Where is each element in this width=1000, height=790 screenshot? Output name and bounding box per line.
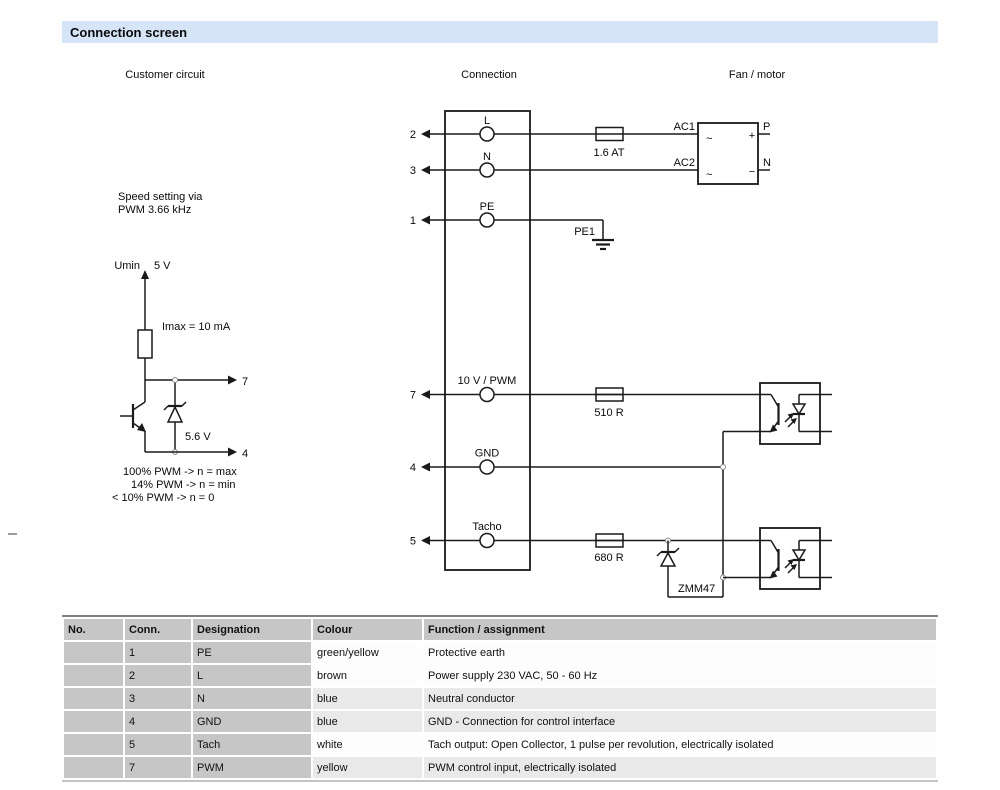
speed-note-line2: PWM 3.66 kHz <box>118 204 192 216</box>
column-header-connection: Connection <box>461 69 517 81</box>
header-function: Function / assignment <box>424 619 936 640</box>
terminal-Tacho-pin: 5 <box>409 535 416 548</box>
5v-label: 5 V <box>154 260 171 272</box>
cell-conn: 7 <box>125 757 191 778</box>
cell-conn: 4 <box>125 711 191 732</box>
cell-function: Power supply 230 VAC, 50 - 60 Hz <box>424 665 936 686</box>
ac2-label: AC2 <box>673 157 695 169</box>
fan-minus: − <box>748 166 756 178</box>
connection-box <box>445 111 530 570</box>
imax-label: Imax = 10 mA <box>162 321 231 333</box>
speed-note-line1: Speed setting via <box>118 191 203 203</box>
cell-no <box>64 757 123 778</box>
customer-circuit-section <box>112 191 248 504</box>
column-header-fan-motor: Fan / motor <box>728 69 786 81</box>
cell-colour: blue <box>313 711 422 732</box>
fan-p-label: P <box>763 121 771 133</box>
terminal-GND <box>410 448 723 475</box>
cell-function: GND - Connection for control interface <box>424 711 936 732</box>
umin-label: Umin <box>114 260 140 272</box>
cell-function: PWM control input, electrically isolated <box>424 757 936 778</box>
terminal-PE-pin: 1 <box>409 215 416 227</box>
cell-colour: blue <box>313 688 422 709</box>
gnd-bus <box>721 432 761 581</box>
table-row <box>64 734 936 755</box>
pin-assignment-table <box>62 615 938 782</box>
cell-designation: GND <box>193 711 311 732</box>
resistor-imax <box>138 330 152 358</box>
cell-no <box>64 711 123 732</box>
customer-pin4-label: 4 <box>242 448 249 460</box>
table-row <box>64 688 936 709</box>
fan-motor-box <box>698 121 771 184</box>
zener-5v6 <box>164 378 186 455</box>
terminal-Tacho <box>410 521 760 548</box>
terminal-PWM <box>410 375 760 402</box>
header-conn: Conn. <box>125 619 191 640</box>
terminal-N <box>410 151 698 177</box>
cell-colour: green/yellow <box>313 642 422 663</box>
terminal-PE <box>410 201 603 227</box>
pwm-rule-2: 14% PWM -> n = min <box>131 479 236 491</box>
zener-zmm47 <box>657 538 723 597</box>
header-colour: Colour <box>313 619 422 640</box>
cell-colour: brown <box>313 665 422 686</box>
fan-tilde-bottom: ~ <box>706 169 713 181</box>
pwm-rule-1: 100% PWM -> n = max <box>123 466 237 478</box>
customer-pin7-line <box>145 376 248 389</box>
terminal-N-pin: 3 <box>409 165 416 177</box>
fan-plus: + <box>748 130 756 142</box>
r510-label: 510 R <box>594 407 624 419</box>
ac1-label: AC1 <box>673 121 695 133</box>
terminal-N-name: N <box>483 151 491 163</box>
cell-designation: PWM <box>193 757 311 778</box>
cell-no <box>64 642 123 663</box>
terminal-PWM-name: 10 V / PWM <box>457 375 517 387</box>
cell-conn: 2 <box>125 665 191 686</box>
table-row <box>64 757 936 778</box>
table-row <box>64 711 936 732</box>
cell-designation: L <box>193 665 311 686</box>
terminal-L <box>410 115 698 141</box>
cell-colour: white <box>313 734 422 755</box>
header-designation: Designation <box>193 619 311 640</box>
terminal-GND-name: GND <box>474 447 500 460</box>
ground-symbol <box>592 220 614 249</box>
fuse <box>594 128 625 160</box>
pwm-rule-3: < 10% PWM -> n = 0 <box>112 492 215 504</box>
cell-conn: 5 <box>125 734 191 755</box>
header-no: No. <box>64 619 123 640</box>
customer-pin7-label: 7 <box>242 376 249 388</box>
cell-colour: yellow <box>313 757 422 778</box>
terminal-L-name: L <box>483 115 491 127</box>
customer-transistor <box>120 402 146 452</box>
resistor-510r <box>594 388 623 419</box>
terminal-L-pin: 2 <box>409 129 416 141</box>
cell-conn: 3 <box>125 688 191 709</box>
cell-no <box>64 734 123 755</box>
cell-no <box>64 688 123 709</box>
optocoupler-2 <box>760 528 832 589</box>
terminal-Tacho-name: Tacho <box>472 521 502 533</box>
cell-designation: PE <box>193 642 311 663</box>
zener-voltage-label: 5.6 V <box>185 431 211 443</box>
cell-function: Protective earth <box>424 642 936 663</box>
r680-label: 680 R <box>594 552 624 564</box>
fan-n-label: N <box>763 157 771 169</box>
optocoupler-1 <box>760 383 832 444</box>
cell-function: Tach output: Open Collector, 1 pulse per revolution, electrically isolated <box>424 734 936 755</box>
page-title: Connection screen <box>70 24 188 40</box>
table-row <box>64 665 936 686</box>
column-header-customer-circuit: Customer circuit <box>125 69 205 81</box>
cell-designation: N <box>193 688 311 709</box>
fan-tilde-top: ~ <box>706 133 713 145</box>
fuse-label: 1.6 AT <box>593 147 625 159</box>
terminal-PE-name: PE <box>479 201 495 213</box>
resistor-680r <box>594 534 623 564</box>
cell-function: Neutral conductor <box>424 688 936 709</box>
table-header-row <box>64 619 936 640</box>
cell-no <box>64 665 123 686</box>
zmm47-label: ZMM47 <box>678 583 716 595</box>
customer-pin4-line <box>145 448 248 461</box>
terminal-GND-pin: 4 <box>409 462 416 474</box>
table-row <box>64 642 936 663</box>
terminal-PWM-pin: 7 <box>409 389 416 402</box>
cell-conn: 1 <box>125 642 191 663</box>
umin-arrow <box>141 270 149 330</box>
cell-designation: Tach <box>193 734 311 755</box>
pe1-label: PE1 <box>574 226 595 238</box>
